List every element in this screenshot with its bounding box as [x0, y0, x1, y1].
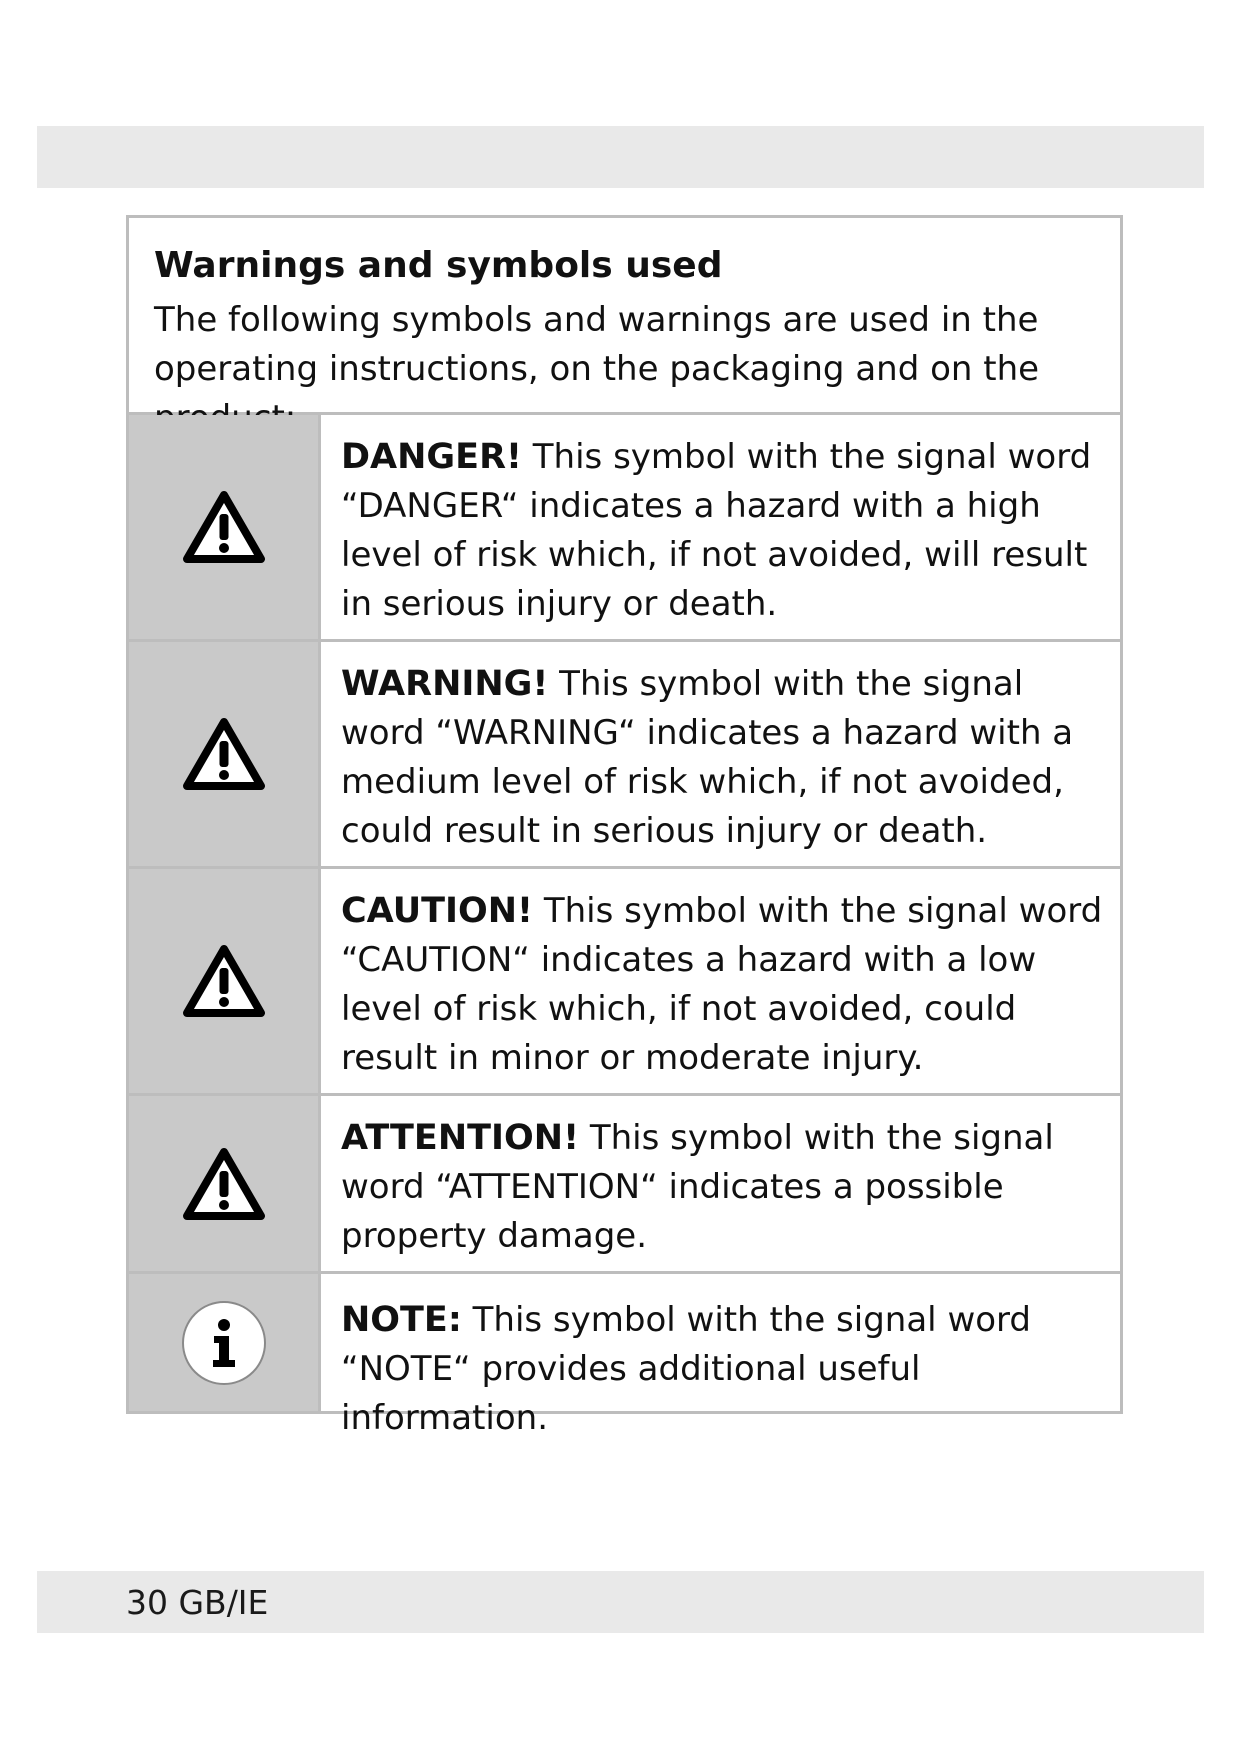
icon-cell [129, 415, 321, 639]
warnings-table [126, 215, 1123, 1438]
table-row-warning [129, 642, 1120, 869]
row-text [321, 415, 1120, 639]
icon-cell [129, 1274, 321, 1411]
section-title: Warnings and symbols used [154, 245, 723, 286]
row-text [321, 642, 1120, 866]
signal-word: DANGER! [341, 437, 522, 477]
table-row-attention [129, 1096, 1120, 1274]
icon-cell [129, 642, 321, 866]
signal-word: ATTENTION! [341, 1118, 580, 1158]
intro-section [129, 218, 1120, 415]
page-number: 30 GB/IE [126, 1583, 269, 1622]
row-description: This symbol with the signal word “WARNING“ indicates a hazard with a medium level of risk which, if not avoided, could result in serious injury or death. [341, 664, 1074, 851]
header-band [37, 126, 1204, 188]
row-description: This symbol with the signal word “ATTENTION“ indicates a possible property damage. [341, 1118, 1054, 1256]
row-text [321, 1274, 1120, 1438]
table-row-danger [129, 415, 1120, 642]
row-text [321, 869, 1120, 1093]
signal-word: WARNING! [341, 664, 549, 704]
row-text [321, 1096, 1120, 1271]
signal-word: NOTE: [341, 1300, 462, 1340]
warning-triangle-icon [182, 943, 266, 1019]
row-description: This symbol with the signal word “DANGER“ indicates a hazard with a high level of risk which, if not avoided, will result in serious injury or death. [341, 437, 1092, 624]
info-icon [179, 1298, 269, 1388]
icon-cell [129, 869, 321, 1093]
warning-triangle-icon [182, 1146, 266, 1222]
signal-word: CAUTION! [341, 891, 534, 931]
warning-triangle-icon [182, 489, 266, 565]
table-row-caution [129, 869, 1120, 1096]
table-row-note [129, 1274, 1120, 1438]
row-description: This symbol with the signal word “NOTE“ provides additional useful information. [341, 1300, 1032, 1438]
intro-text: The following symbols and warnings are used in the operating instructions, on the packaging and on the [154, 300, 1040, 389]
icon-cell [129, 1096, 321, 1271]
warning-triangle-icon [182, 716, 266, 792]
row-description: This symbol with the signal word “CAUTION“ indicates a hazard with a low level of risk which, if not avoided, could result in minor or moderate injury. [341, 891, 1103, 1078]
